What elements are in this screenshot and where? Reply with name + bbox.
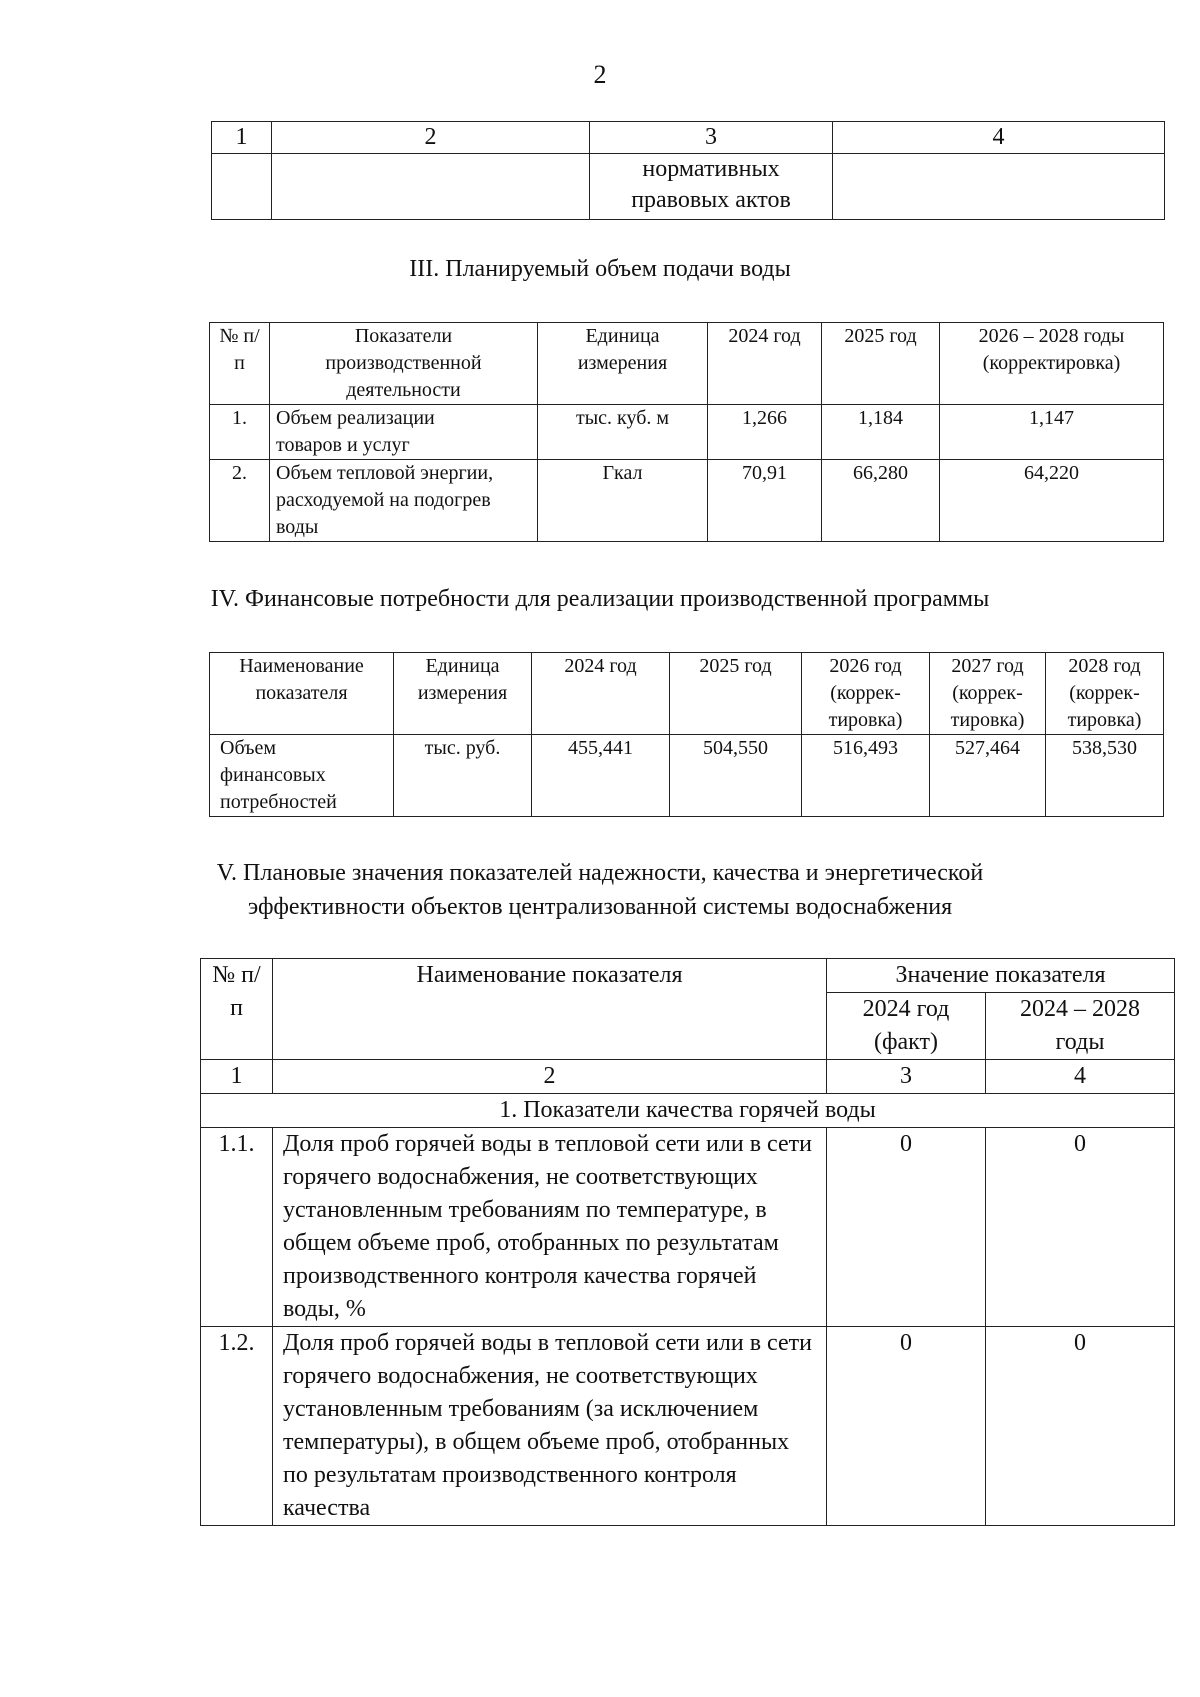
table-cell: 0	[827, 1327, 986, 1526]
table-cell: Объем тепловой энергии, расходуемой на подогрев воды	[270, 460, 538, 542]
table-cell: Доля проб горячей воды в тепловой сети или в сети горячего водоснабжения, не соответствующих установленным требованиям (за исключением температуры), в общем объеме проб, отобранных по результатам производственного контроля качества	[273, 1327, 827, 1526]
header-cell: № п/п	[201, 959, 273, 1060]
table-cell: Гкал	[538, 460, 708, 542]
table-cell: 2.	[210, 460, 270, 542]
table-header-row	[212, 122, 1165, 154]
table-cell: 455,441	[532, 735, 670, 817]
header-cell: Единица измерения	[538, 323, 708, 405]
column-number: 2	[273, 1060, 827, 1094]
water-supply-table	[209, 322, 1164, 542]
table-cell: Доля проб горячей воды в тепловой сети или в сети горячего водоснабжения, не соответствующих установленным требованиям по температуре, в общем объеме проб, отобранных по результатам производственного контроля качества горячей воды, %	[273, 1128, 827, 1327]
table-cell: 0	[827, 1128, 986, 1327]
header-cell: 2026 – 2028 годы (корректировка)	[940, 323, 1164, 405]
header-cell: № п/п	[210, 323, 270, 405]
table-cell: Объем реализации товаров и услуг	[270, 405, 538, 460]
header-cell: 2024 год (факт)	[827, 993, 986, 1060]
table-cell: Объем финансовых потребностей	[210, 735, 394, 817]
section-4-title: IV. Финансовые потребности для реализации производственной программы	[210, 586, 990, 612]
continuation-table	[211, 121, 1165, 220]
header-cell: 2025 год	[670, 653, 802, 735]
column-number: 1	[201, 1060, 273, 1094]
table-row	[212, 154, 1165, 220]
header-cell: 3	[590, 122, 833, 154]
table-row	[201, 1327, 1175, 1526]
table-row	[210, 735, 1164, 817]
header-cell: 2027 год (коррек-тировка)	[930, 653, 1046, 735]
header-cell: 2028 год (коррек-тировка)	[1046, 653, 1164, 735]
table-header-row	[210, 323, 1164, 405]
column-number-row	[201, 1060, 1175, 1094]
header-cell: 2024 год	[708, 323, 822, 405]
financial-needs-table	[209, 652, 1164, 817]
column-number: 4	[986, 1060, 1175, 1094]
table-cell: 516,493	[802, 735, 930, 817]
table-header-row	[210, 653, 1164, 735]
table-cell: 1,147	[940, 405, 1164, 460]
table-cell: 1.2.	[201, 1327, 273, 1526]
header-cell: 2025 год	[822, 323, 940, 405]
table-cell: 1.1.	[201, 1128, 273, 1327]
table-cell: 64,220	[940, 460, 1164, 542]
table-cell	[272, 154, 590, 220]
table-cell	[833, 154, 1165, 220]
table-cell	[212, 154, 272, 220]
header-cell: 2026 год (коррек-тировка)	[802, 653, 930, 735]
table-cell: 1,184	[822, 405, 940, 460]
table-cell: 1.	[210, 405, 270, 460]
header-cell: Наименование показателя	[210, 653, 394, 735]
table-cell: 70,91	[708, 460, 822, 542]
header-cell: 2024 – 2028 годы	[986, 993, 1175, 1060]
header-cell: 2024 год	[532, 653, 670, 735]
table-header-row	[201, 959, 1175, 993]
reliability-indicators-table	[200, 958, 1175, 1526]
section-5-title-line1: V. Плановые значения показателей надежности, качества и энергетической	[216, 860, 984, 886]
group-title: 1. Показатели качества горячей воды	[201, 1094, 1175, 1128]
table-row	[210, 460, 1164, 542]
table-cell: тыс. куб. м	[538, 405, 708, 460]
header-cell: Наименование показателя	[273, 959, 827, 1060]
section-3-title: III. Планируемый объем подачи воды	[409, 256, 791, 282]
table-cell: 0	[986, 1128, 1175, 1327]
header-cell: 2	[272, 122, 590, 154]
table-cell: тыс. руб.	[394, 735, 532, 817]
page-number: 2	[593, 60, 607, 89]
table-cell: 527,464	[930, 735, 1046, 817]
header-cell: 1	[212, 122, 272, 154]
table-cell: 504,550	[670, 735, 802, 817]
table-cell: 538,530	[1046, 735, 1164, 817]
header-cell: Значение показателя	[827, 959, 1175, 993]
table-cell: 0	[986, 1327, 1175, 1526]
table-row	[201, 1128, 1175, 1327]
header-cell: Единица измерения	[394, 653, 532, 735]
table-cell: 66,280	[822, 460, 940, 542]
table-cell: 1,266	[708, 405, 822, 460]
column-number: 3	[827, 1060, 986, 1094]
section-5-title-line2: эффективности объектов централизованной системы водоснабжения	[247, 894, 953, 920]
table-cell: нормативных правовых актов	[590, 154, 833, 220]
header-cell: Показатели производственной деятельности	[270, 323, 538, 405]
header-cell: 4	[833, 122, 1165, 154]
table-row	[210, 405, 1164, 460]
group-row	[201, 1094, 1175, 1128]
